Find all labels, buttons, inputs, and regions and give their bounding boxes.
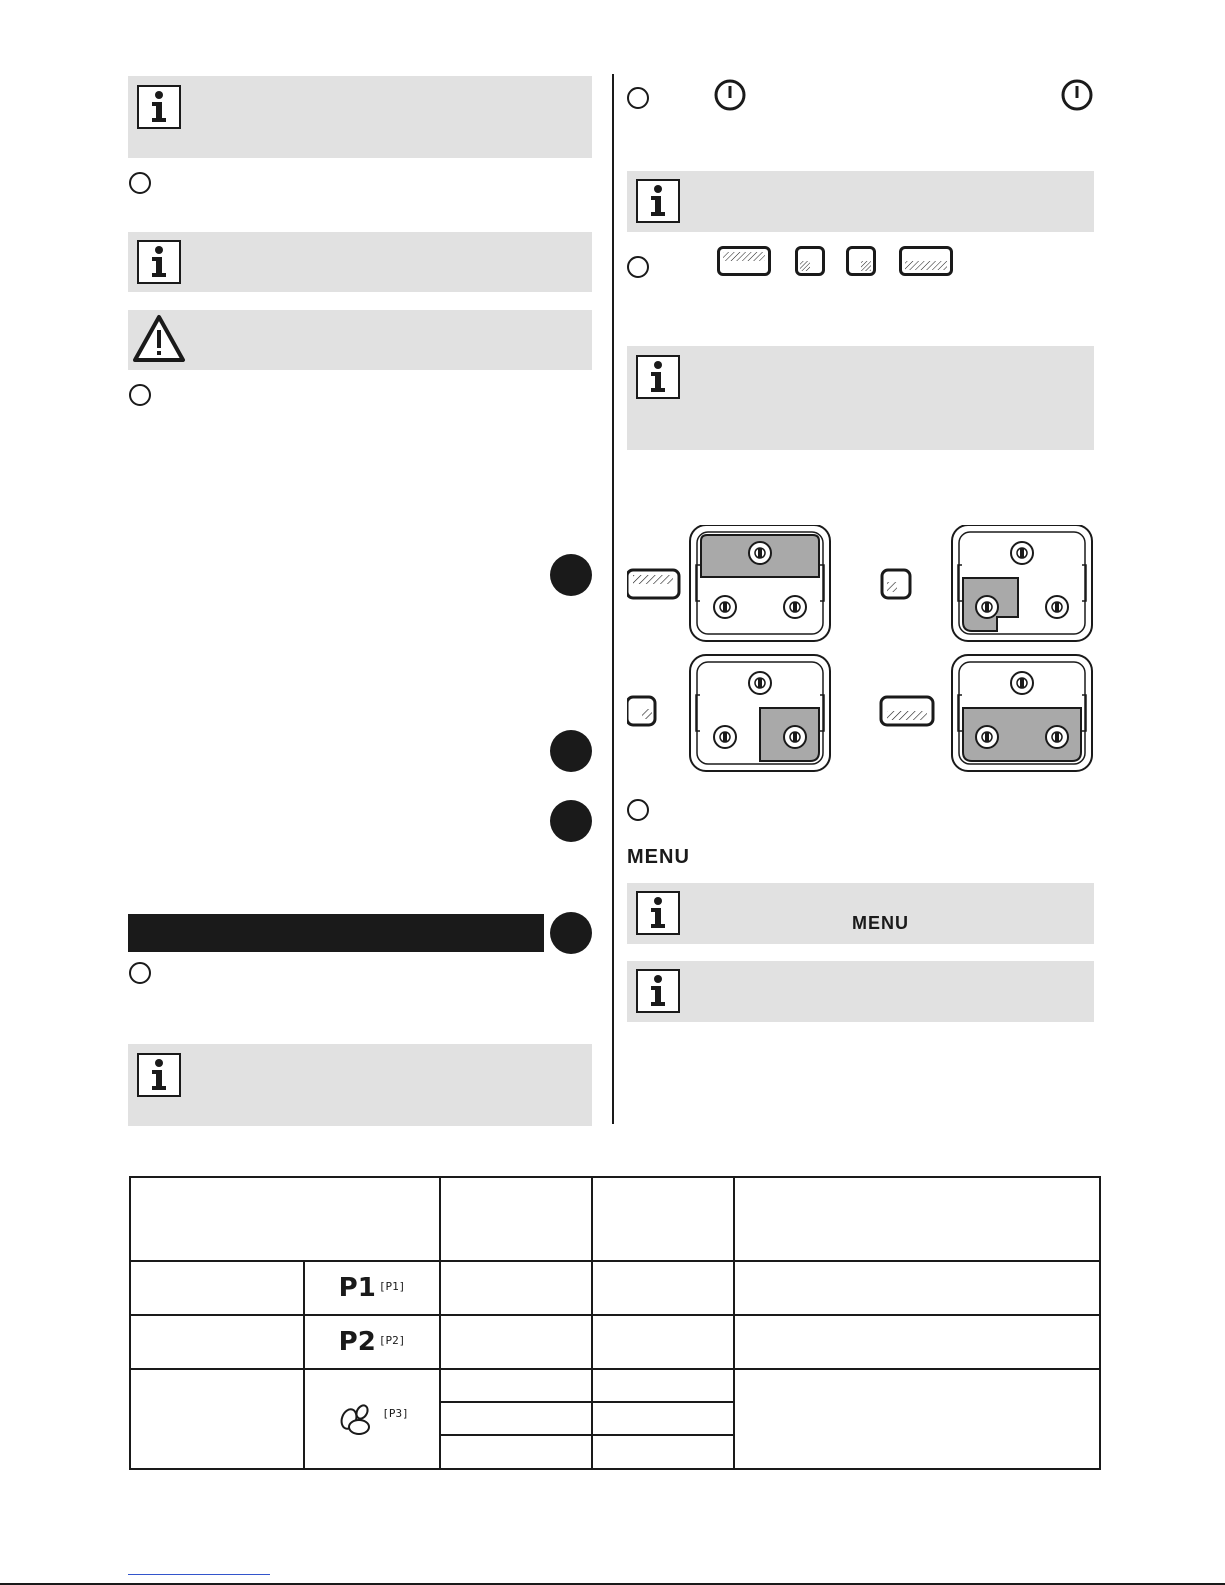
table-cell xyxy=(130,1261,304,1315)
program-code-cell xyxy=(304,1369,440,1469)
step-circle-icon xyxy=(627,799,649,821)
info-note-5 xyxy=(627,346,1094,450)
eggs-icon xyxy=(335,1401,379,1437)
step-circle-icon xyxy=(129,962,151,984)
program-code-small: [P3] xyxy=(382,1406,409,1420)
table-header-cell xyxy=(130,1177,440,1261)
table-row xyxy=(130,1261,1100,1315)
info-icon xyxy=(137,1053,181,1097)
zone-full-front-key[interactable] xyxy=(899,246,953,276)
table-header-cell xyxy=(734,1177,1100,1261)
column-divider xyxy=(612,74,614,1124)
step-circle-icon xyxy=(627,87,649,109)
table-cell xyxy=(592,1369,734,1402)
program-code: P1 xyxy=(338,1273,376,1303)
section-marker-dot xyxy=(550,730,592,772)
info-note-3 xyxy=(128,1044,592,1126)
zone-full-rear-icon xyxy=(720,249,768,273)
info-icon xyxy=(636,891,680,935)
table-cell xyxy=(440,1315,592,1369)
footer-link-underline[interactable] xyxy=(128,1574,270,1575)
menu-label-note: MENU xyxy=(852,913,909,933)
table-header-row xyxy=(130,1177,1100,1261)
program-code-small: [P1] xyxy=(378,1279,406,1293)
table-row xyxy=(130,1315,1100,1369)
menu-label: MENU xyxy=(627,846,690,868)
table-cell xyxy=(130,1315,304,1369)
section-heading-bar xyxy=(128,914,544,952)
power-icon[interactable] xyxy=(1060,78,1094,112)
program-table xyxy=(129,1176,1101,1470)
table-cell xyxy=(440,1402,592,1435)
zone-left-icon xyxy=(798,249,822,273)
zone-diagram xyxy=(627,525,1097,783)
info-icon xyxy=(636,179,680,223)
warning-note xyxy=(128,310,592,370)
table-cell xyxy=(592,1315,734,1369)
zone-right-key[interactable] xyxy=(846,246,876,276)
table-cell xyxy=(592,1402,734,1435)
zone-right-icon xyxy=(849,249,873,273)
step-circle-icon xyxy=(129,172,151,194)
section-marker-dot xyxy=(550,800,592,842)
table-cell xyxy=(734,1261,1100,1315)
step-circle-icon xyxy=(627,256,649,278)
program-code-small: [P2] xyxy=(378,1333,406,1347)
table-cell xyxy=(130,1369,304,1469)
table-header-cell xyxy=(440,1177,592,1261)
info-icon xyxy=(636,969,680,1013)
section-marker-dot xyxy=(550,554,592,596)
info-icon xyxy=(636,355,680,399)
section-marker-dot xyxy=(550,912,592,954)
table-cell xyxy=(734,1315,1100,1369)
table-cell xyxy=(440,1369,592,1402)
warning-triangle-icon xyxy=(132,314,186,364)
table-cell xyxy=(440,1261,592,1315)
info-note-4 xyxy=(627,171,1094,232)
power-icon[interactable] xyxy=(713,78,747,112)
table-cell xyxy=(440,1435,592,1469)
info-note-2 xyxy=(128,232,592,292)
program-code: P2 xyxy=(338,1327,376,1357)
table-cell xyxy=(592,1435,734,1469)
info-icon xyxy=(137,240,181,284)
table-cell xyxy=(592,1261,734,1315)
program-code-cell xyxy=(304,1261,440,1315)
table-row xyxy=(130,1369,1100,1402)
table-header-cell xyxy=(592,1177,734,1261)
info-icon xyxy=(137,85,181,129)
info-note-1 xyxy=(128,76,592,158)
table-cell xyxy=(734,1369,1100,1469)
zone-full-rear-key[interactable] xyxy=(717,246,771,276)
zone-full-front-icon xyxy=(902,249,950,273)
zone-left-key[interactable] xyxy=(795,246,825,276)
program-code-cell xyxy=(304,1315,440,1369)
info-note-6 xyxy=(627,883,1094,944)
info-note-7 xyxy=(627,961,1094,1022)
step-circle-icon xyxy=(129,384,151,406)
